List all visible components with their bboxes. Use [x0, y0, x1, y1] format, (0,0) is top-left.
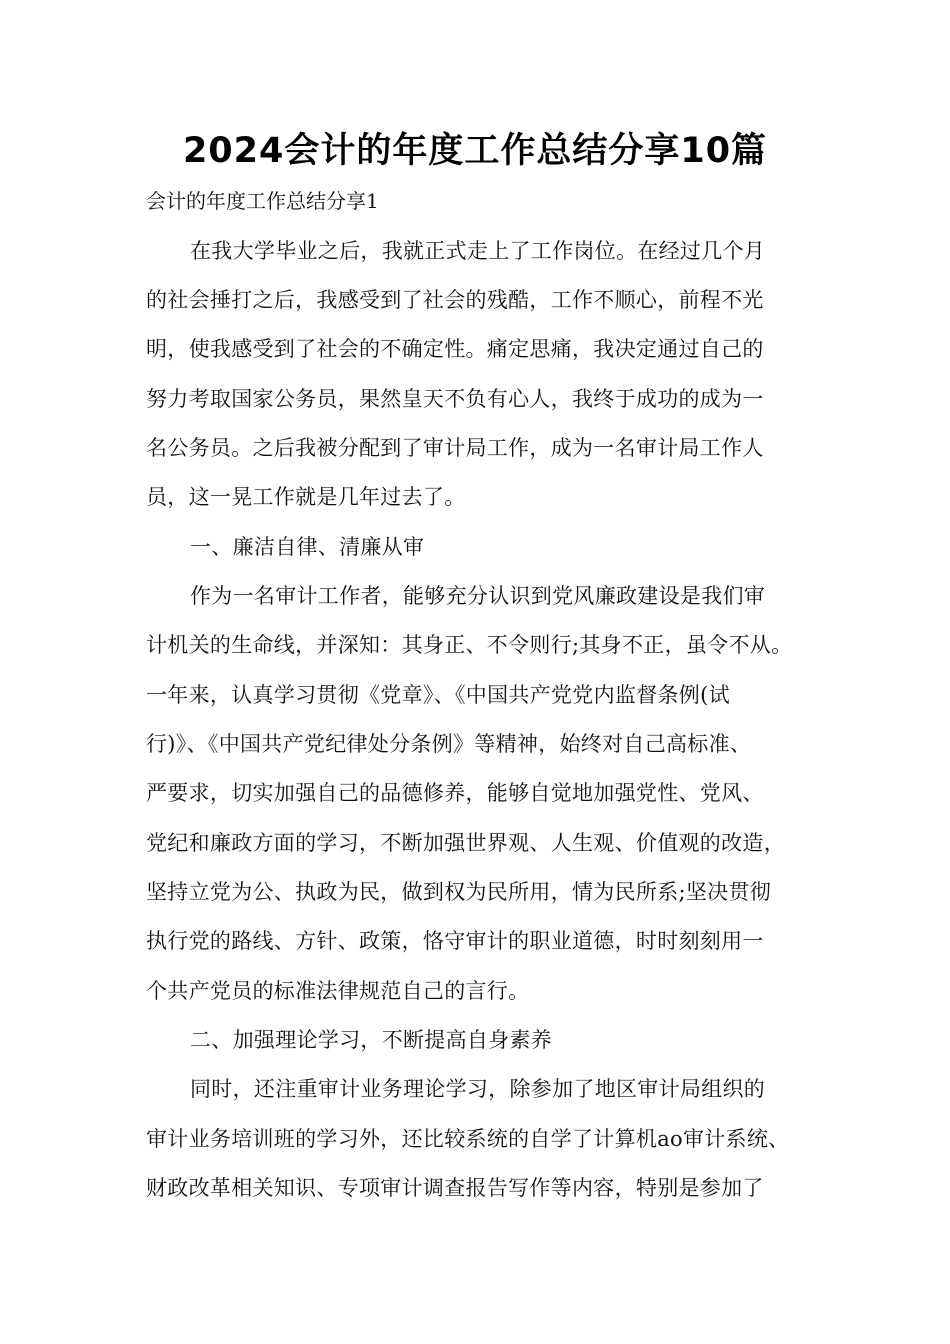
- text-line: 的社会捶打之后，我感受到了社会的残酷，工作不顺心，前程不光: [146, 288, 764, 312]
- text-line: 努力考取国家公务员，果然皇天不负有心人，我终于成功的成为一: [146, 387, 764, 411]
- section-heading: 二、加强理论学习，不断提高自身素养: [190, 1028, 553, 1052]
- text-line: 严要求，切实加强自己的品德修养，能够自觉地加强党性、党风、: [146, 781, 764, 805]
- text-line: 在我大学毕业之后，我就正式走上了工作岗位。在经过几个月: [190, 239, 766, 263]
- text-line: 党纪和廉政方面的学习，不断加强世界观、人生观、价值观的改造，: [146, 831, 785, 855]
- text-line: 执行党的路线、方针、政策，恪守审计的职业道德，时时刻刻用一: [146, 929, 764, 953]
- text-line: 个共产党员的标准法律规范自己的言行。: [146, 979, 530, 1003]
- text-line: 作为一名审计工作者，能够充分认识到党风廉政建设是我们审: [190, 584, 766, 608]
- document-title: 2024会计的年度工作总结分享10篇: [182, 131, 768, 171]
- text-line: 坚持立党为公、执政为民，做到权为民所用，情为民所系;坚决贯彻: [146, 880, 772, 904]
- text-line: 财政改革相关知识、专项审计调查报告写作等内容，特别是参加了: [146, 1176, 764, 1200]
- text-line: 计机关的生命线，并深知：其身正、不令则行;其身不正，虽令不从。: [146, 633, 793, 657]
- text-line: 明，使我感受到了社会的不确定性。痛定思痛，我决定通过自己的: [146, 337, 764, 361]
- text-line: 同时，还注重审计业务理论学习，除参加了地区审计局组织的: [190, 1077, 766, 1101]
- section-subtitle: 会计的年度工作总结分享1: [146, 189, 379, 213]
- text-line: 员，这一晃工作就是几年过去了。: [146, 485, 466, 509]
- text-line: 审计业务培训班的学习外，还比较系统的自学了计算机ao审计系统、: [146, 1127, 790, 1151]
- section-heading: 一、廉洁自律、清廉从审: [190, 535, 425, 559]
- text-line: 一年来，认真学习贯彻《党章》、《中国共产党党内监督条例(试: [146, 683, 730, 707]
- text-line: 行)》、《中国共产党纪律处分条例》等精神，始终对自己高标准、: [146, 732, 752, 756]
- text-line: 名公务员。之后我被分配到了审计局工作，成为一名审计局工作人: [146, 436, 764, 460]
